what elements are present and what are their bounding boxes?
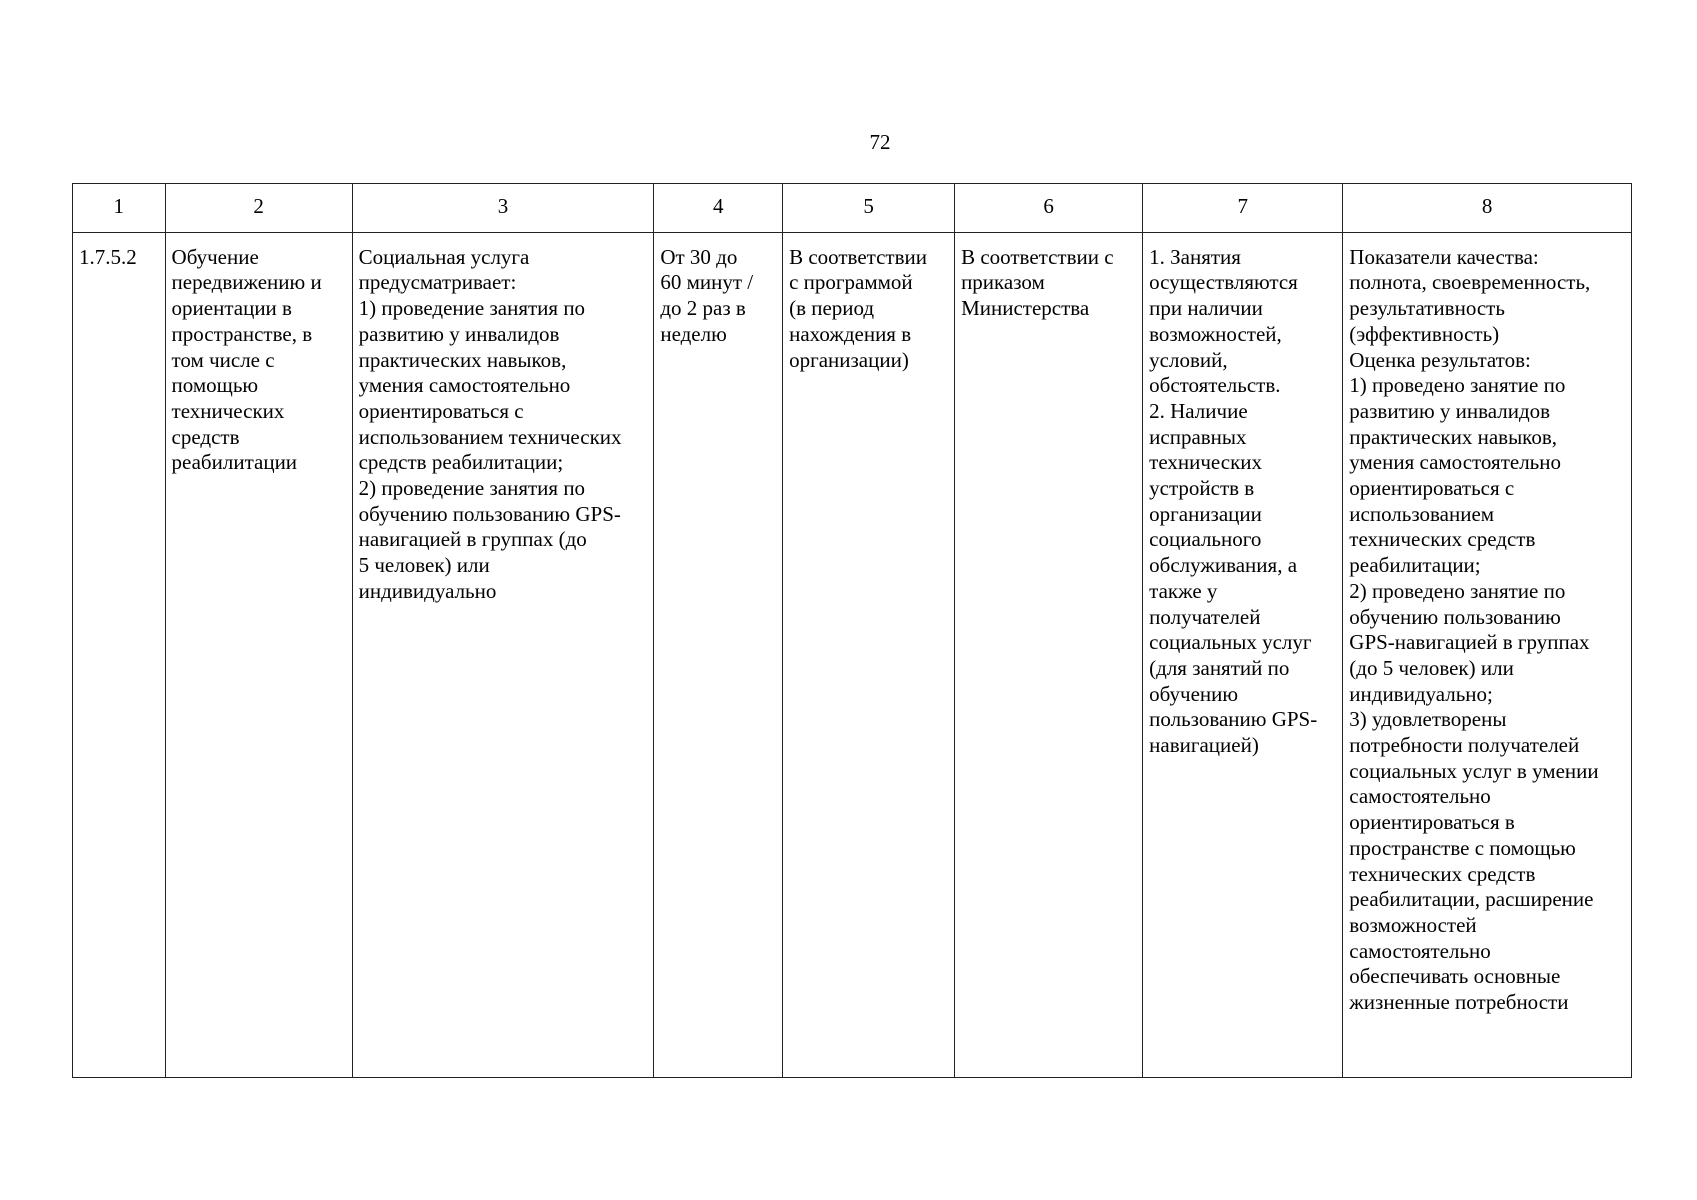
column-header-1: 1 bbox=[73, 184, 166, 233]
service-code-cell: 1.7.5.2 bbox=[73, 232, 166, 1077]
service-conditions-cell: 1. Занятия осуществляются при наличии возможностей, условий, обстоятельств. 2. Наличие исправных технических устройств в организации социального обслуживания, а также у получателей социальных услуг (для занятий по обучению пользованию GPS- навигацией) bbox=[1143, 232, 1343, 1077]
service-quality-cell: Показатели качества: полнота, своевременность, результативность (эффективность) Оценка результатов: 1) проведено занятие по развитию у инвалидов практических навыков, умения самостоятельно ориентироваться с использованием технических средств реабилитации; 2) проведено занятие по обучению пользованию GPS-навигацией в группах (до 5 человек) или индивидуально; 3) удовлетворены потребности получателей социальных услуг в умении самостоятельно ориентироваться в пространстве с помощью технических средств реабилитации, расширение возможностей самостоятельно обеспечивать основные жизненные потребности bbox=[1343, 232, 1632, 1077]
header-row bbox=[73, 184, 1632, 233]
column-header-8: 8 bbox=[1343, 184, 1632, 233]
column-header-6: 6 bbox=[955, 184, 1143, 233]
service-schedule-cell: В соответствии с программой (в период нахождения в организации) bbox=[783, 232, 955, 1077]
column-header-4: 4 bbox=[654, 184, 783, 233]
social-services-table bbox=[72, 183, 1632, 1078]
column-header-2: 2 bbox=[165, 184, 352, 233]
table-row bbox=[73, 232, 1632, 1077]
service-duration-cell: От 30 до 60 минут / до 2 раз в неделю bbox=[654, 232, 783, 1077]
service-rate-cell: В соответствии с приказом Министерства bbox=[955, 232, 1143, 1077]
column-header-3: 3 bbox=[352, 184, 654, 233]
service-name-cell: Обучение передвижению и ориентации в пространстве, в том числе с помощью технических средств реабилитации bbox=[165, 232, 352, 1077]
column-header-5: 5 bbox=[783, 184, 955, 233]
column-header-7: 7 bbox=[1143, 184, 1343, 233]
page-number: 72 bbox=[869, 130, 891, 154]
service-description-cell: Социальная услуга предусматривает: 1) проведение занятия по развитию у инвалидов практических навыков, умения самостоятельно ориентироваться с использованием технических средств реабилитации; 2) проведение занятия по обучению пользованию GPS- навигацией в группах (до 5 человек) или индивидуально bbox=[352, 232, 654, 1077]
